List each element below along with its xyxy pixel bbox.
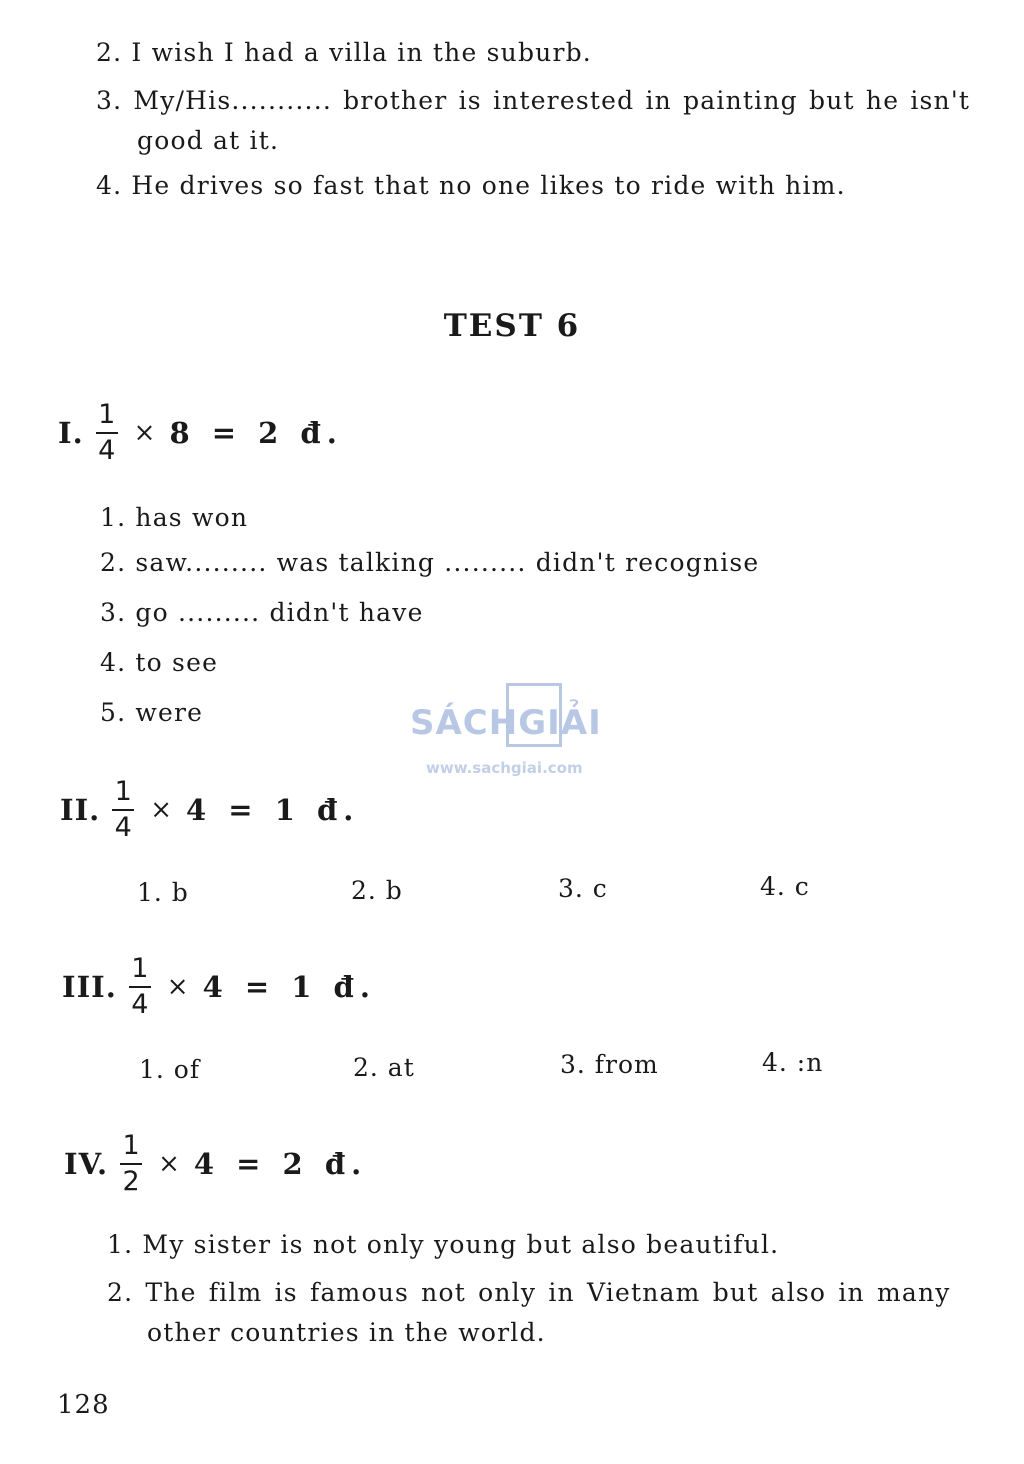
fraction-denominator: 4 [131, 988, 149, 1020]
section-1-item: 3. go ......... didn't have [100, 598, 424, 627]
section-2-answer: 2. b [351, 876, 403, 905]
section-3-answer: 4. :n [762, 1048, 824, 1077]
fraction-numerator: 1 [98, 399, 116, 430]
times-sign: × [166, 971, 189, 1002]
section-2-answer: 4. c [760, 872, 810, 901]
fraction-denominator: 4 [114, 811, 132, 843]
top-list-item-3-continuation: good at it. [137, 126, 280, 155]
top-list-item-3: 3. My/His........... brother is interested in painting but he isn't [96, 86, 971, 115]
section-1-item: 4. to see [100, 648, 219, 677]
watermark-url: www.sachgiai.com [426, 759, 583, 777]
fraction-numerator: 1 [114, 776, 132, 807]
fraction-denominator: 2 [122, 1165, 140, 1197]
page-number: 128 [57, 1390, 110, 1420]
section-1-fraction [96, 400, 118, 465]
section-1-item: 2. saw......... was talking ......... didn't recognise [100, 548, 760, 577]
watermark-logo [410, 703, 602, 743]
watermark-logo-box-letter: G [518, 703, 548, 743]
top-list-item-4: 4. He drives so fast that no one likes to ride with him. [96, 171, 846, 200]
sachgiai-watermark [410, 683, 620, 783]
section-4-fraction [120, 1131, 142, 1196]
fraction-numerator: 1 [122, 1130, 140, 1161]
section-3-score: 4 = 1 đ. [202, 969, 376, 1004]
times-sign: × [158, 1148, 180, 1179]
test-title: TEST 6 [443, 308, 581, 344]
section-1-number: I. [58, 415, 84, 450]
fraction-denominator: 4 [98, 434, 116, 466]
fraction-bar [129, 986, 151, 988]
section-4-number: IV. [64, 1146, 109, 1181]
watermark-logo-right: IẢI [547, 703, 602, 743]
section-3-number: III. [62, 969, 117, 1004]
section-2-fraction [112, 777, 134, 842]
fraction-bar [112, 809, 134, 811]
watermark-logo-left: SÁCH [410, 703, 519, 743]
section-1-item: 5. were [100, 698, 204, 727]
fraction-bar [96, 432, 118, 434]
section-4-heading [64, 1131, 367, 1196]
section-2-answer: 3. c [558, 874, 608, 903]
section-4-score: 4 = 2 đ. [193, 1146, 368, 1181]
section-3-fraction [129, 954, 151, 1019]
fraction-bar [120, 1163, 142, 1165]
section-4-item: 2. The film is famous not only in Vietnam but also in many [107, 1278, 951, 1307]
section-2-number: II. [60, 792, 101, 827]
section-4-item: 1. My sister is not only young but also beautiful. [107, 1230, 780, 1259]
section-3-answer: 3. from [560, 1050, 659, 1079]
section-2-answer: 1. b [137, 878, 189, 907]
times-sign: × [150, 794, 173, 825]
section-3-answer: 2. at [353, 1053, 415, 1082]
fraction-numerator: 1 [131, 953, 149, 984]
section-1-item: 1. has won [100, 503, 249, 532]
section-3-answer: 1. of [139, 1055, 201, 1084]
section-1-heading [58, 400, 343, 465]
times-sign: × [133, 417, 156, 448]
section-2-heading [60, 777, 359, 842]
section-4-item-continuation: other countries in the world. [147, 1318, 546, 1347]
top-list-item-2: 2. I wish I had a villa in the suburb. [96, 38, 592, 67]
section-3-heading [62, 954, 376, 1019]
section-2-score: 4 = 1 đ. [186, 792, 360, 827]
section-1-score: 8 = 2 đ. [169, 415, 343, 450]
